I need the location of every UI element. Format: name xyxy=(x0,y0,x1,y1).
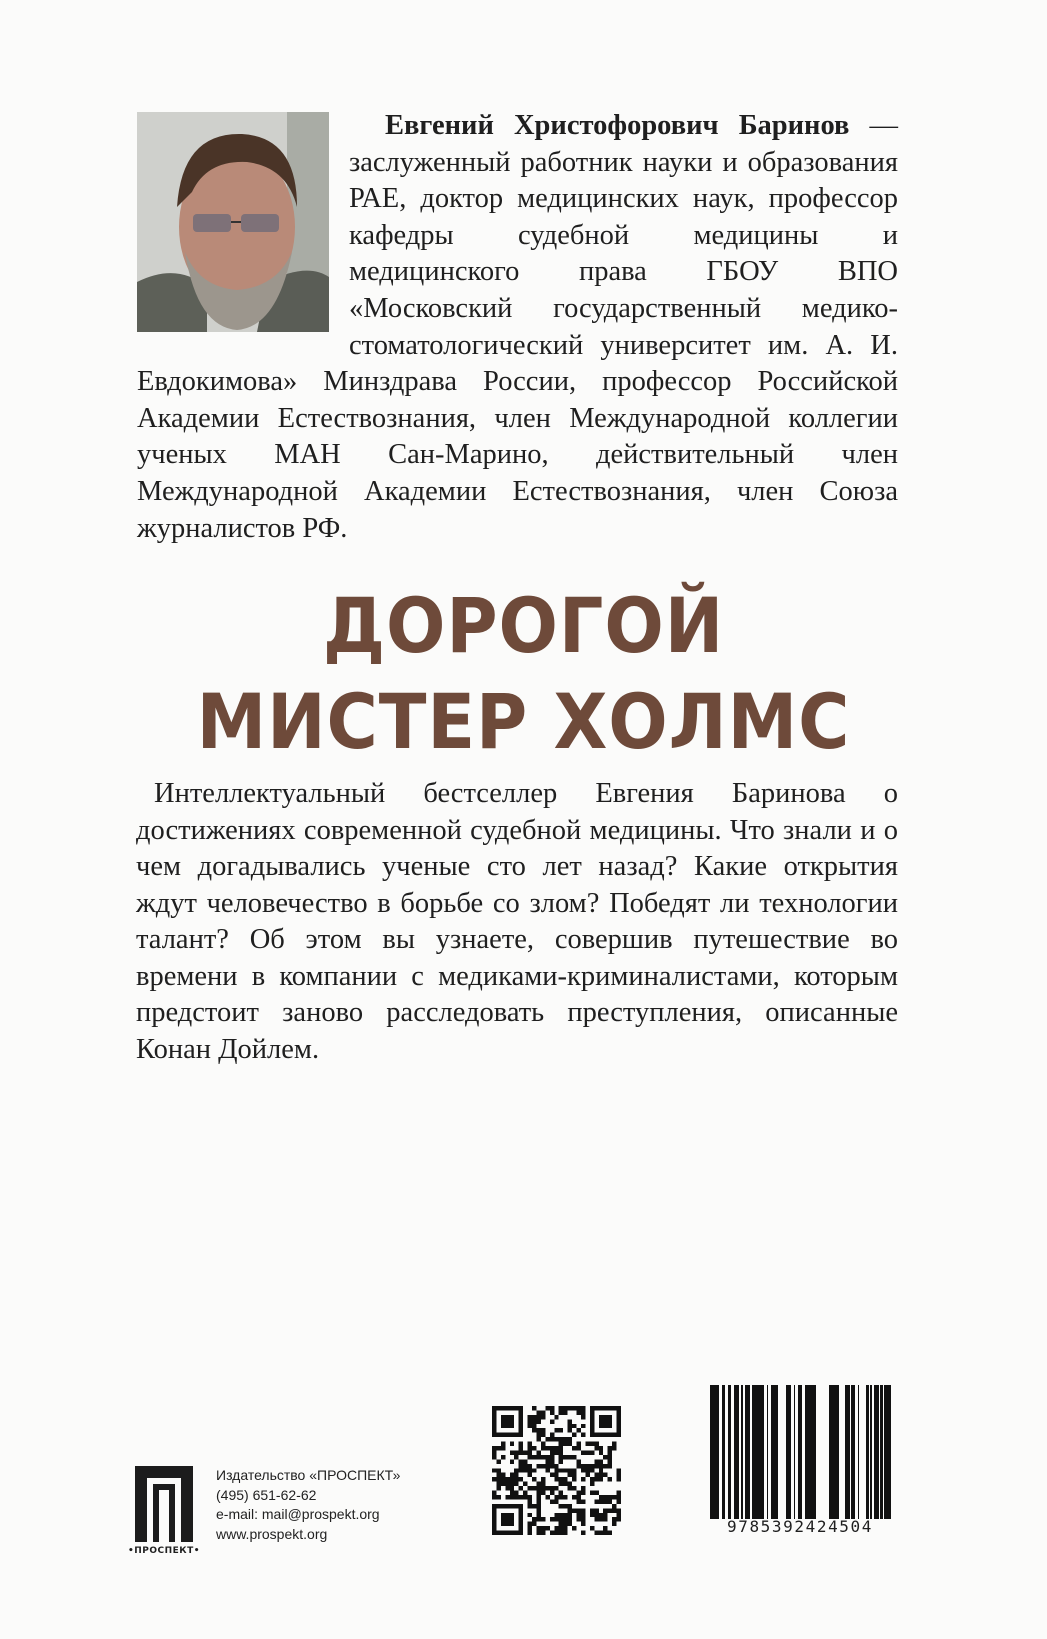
publisher-logo-icon xyxy=(127,1466,201,1542)
publisher-logo-label: •ПРОСПЕКТ• xyxy=(127,1546,201,1556)
book-description: Интеллектуальный бестселлер Евгения Баринова о достижениях современной судебной медицины. Что знали и о чем догадывались ученые сто лет назад? Какие открытия ждут человечество в борьбе со злом? Победят ли технологии талант? Об этом вы узнаете, совершив путешествие во времени в компании с медиками-криминалистами, которым предстоит заново расследовать преступления, описанные Конан Дойлем. xyxy=(136,778,898,1065)
isbn-number: 9785392424504 xyxy=(726,1517,874,1536)
publisher-info xyxy=(216,1466,400,1544)
author-bio-text: — заслуженный работник науки и образования РАЕ, доктор медицинских наук, профессор кафедры судебной медицины и медицинского права ГБОУ ВПО «Московский государственный медико-стоматологический университет им. А. И. Евдокимова» Минздрава России, профессор Российской Академии Естествознания, член Международной коллегии ученых МАН Сан-Марино, действительный член Международной Академии Естествознания, член Союза журналистов РФ. xyxy=(137,110,898,544)
photo-spacer xyxy=(137,108,335,338)
author-bio xyxy=(137,108,898,547)
publisher-name: Издательство «ПРОСПЕКТ» xyxy=(216,1467,401,1483)
book-title xyxy=(42,578,1005,770)
publisher-phone: (495) 651-62-62 xyxy=(216,1486,317,1503)
author-name: Евгений Христофорович Баринов xyxy=(385,110,850,141)
book-title-line-2: МИСТЕР ХОЛМС xyxy=(196,677,851,766)
book-title-line-1: ДОРОГОЙ xyxy=(322,581,725,670)
barcode-icon xyxy=(708,1385,894,1519)
qr-code-icon xyxy=(492,1406,621,1535)
publisher-website: www.prospekt.org xyxy=(216,1525,328,1542)
publisher-email: e-mail: mail@prospekt.org xyxy=(216,1506,380,1522)
